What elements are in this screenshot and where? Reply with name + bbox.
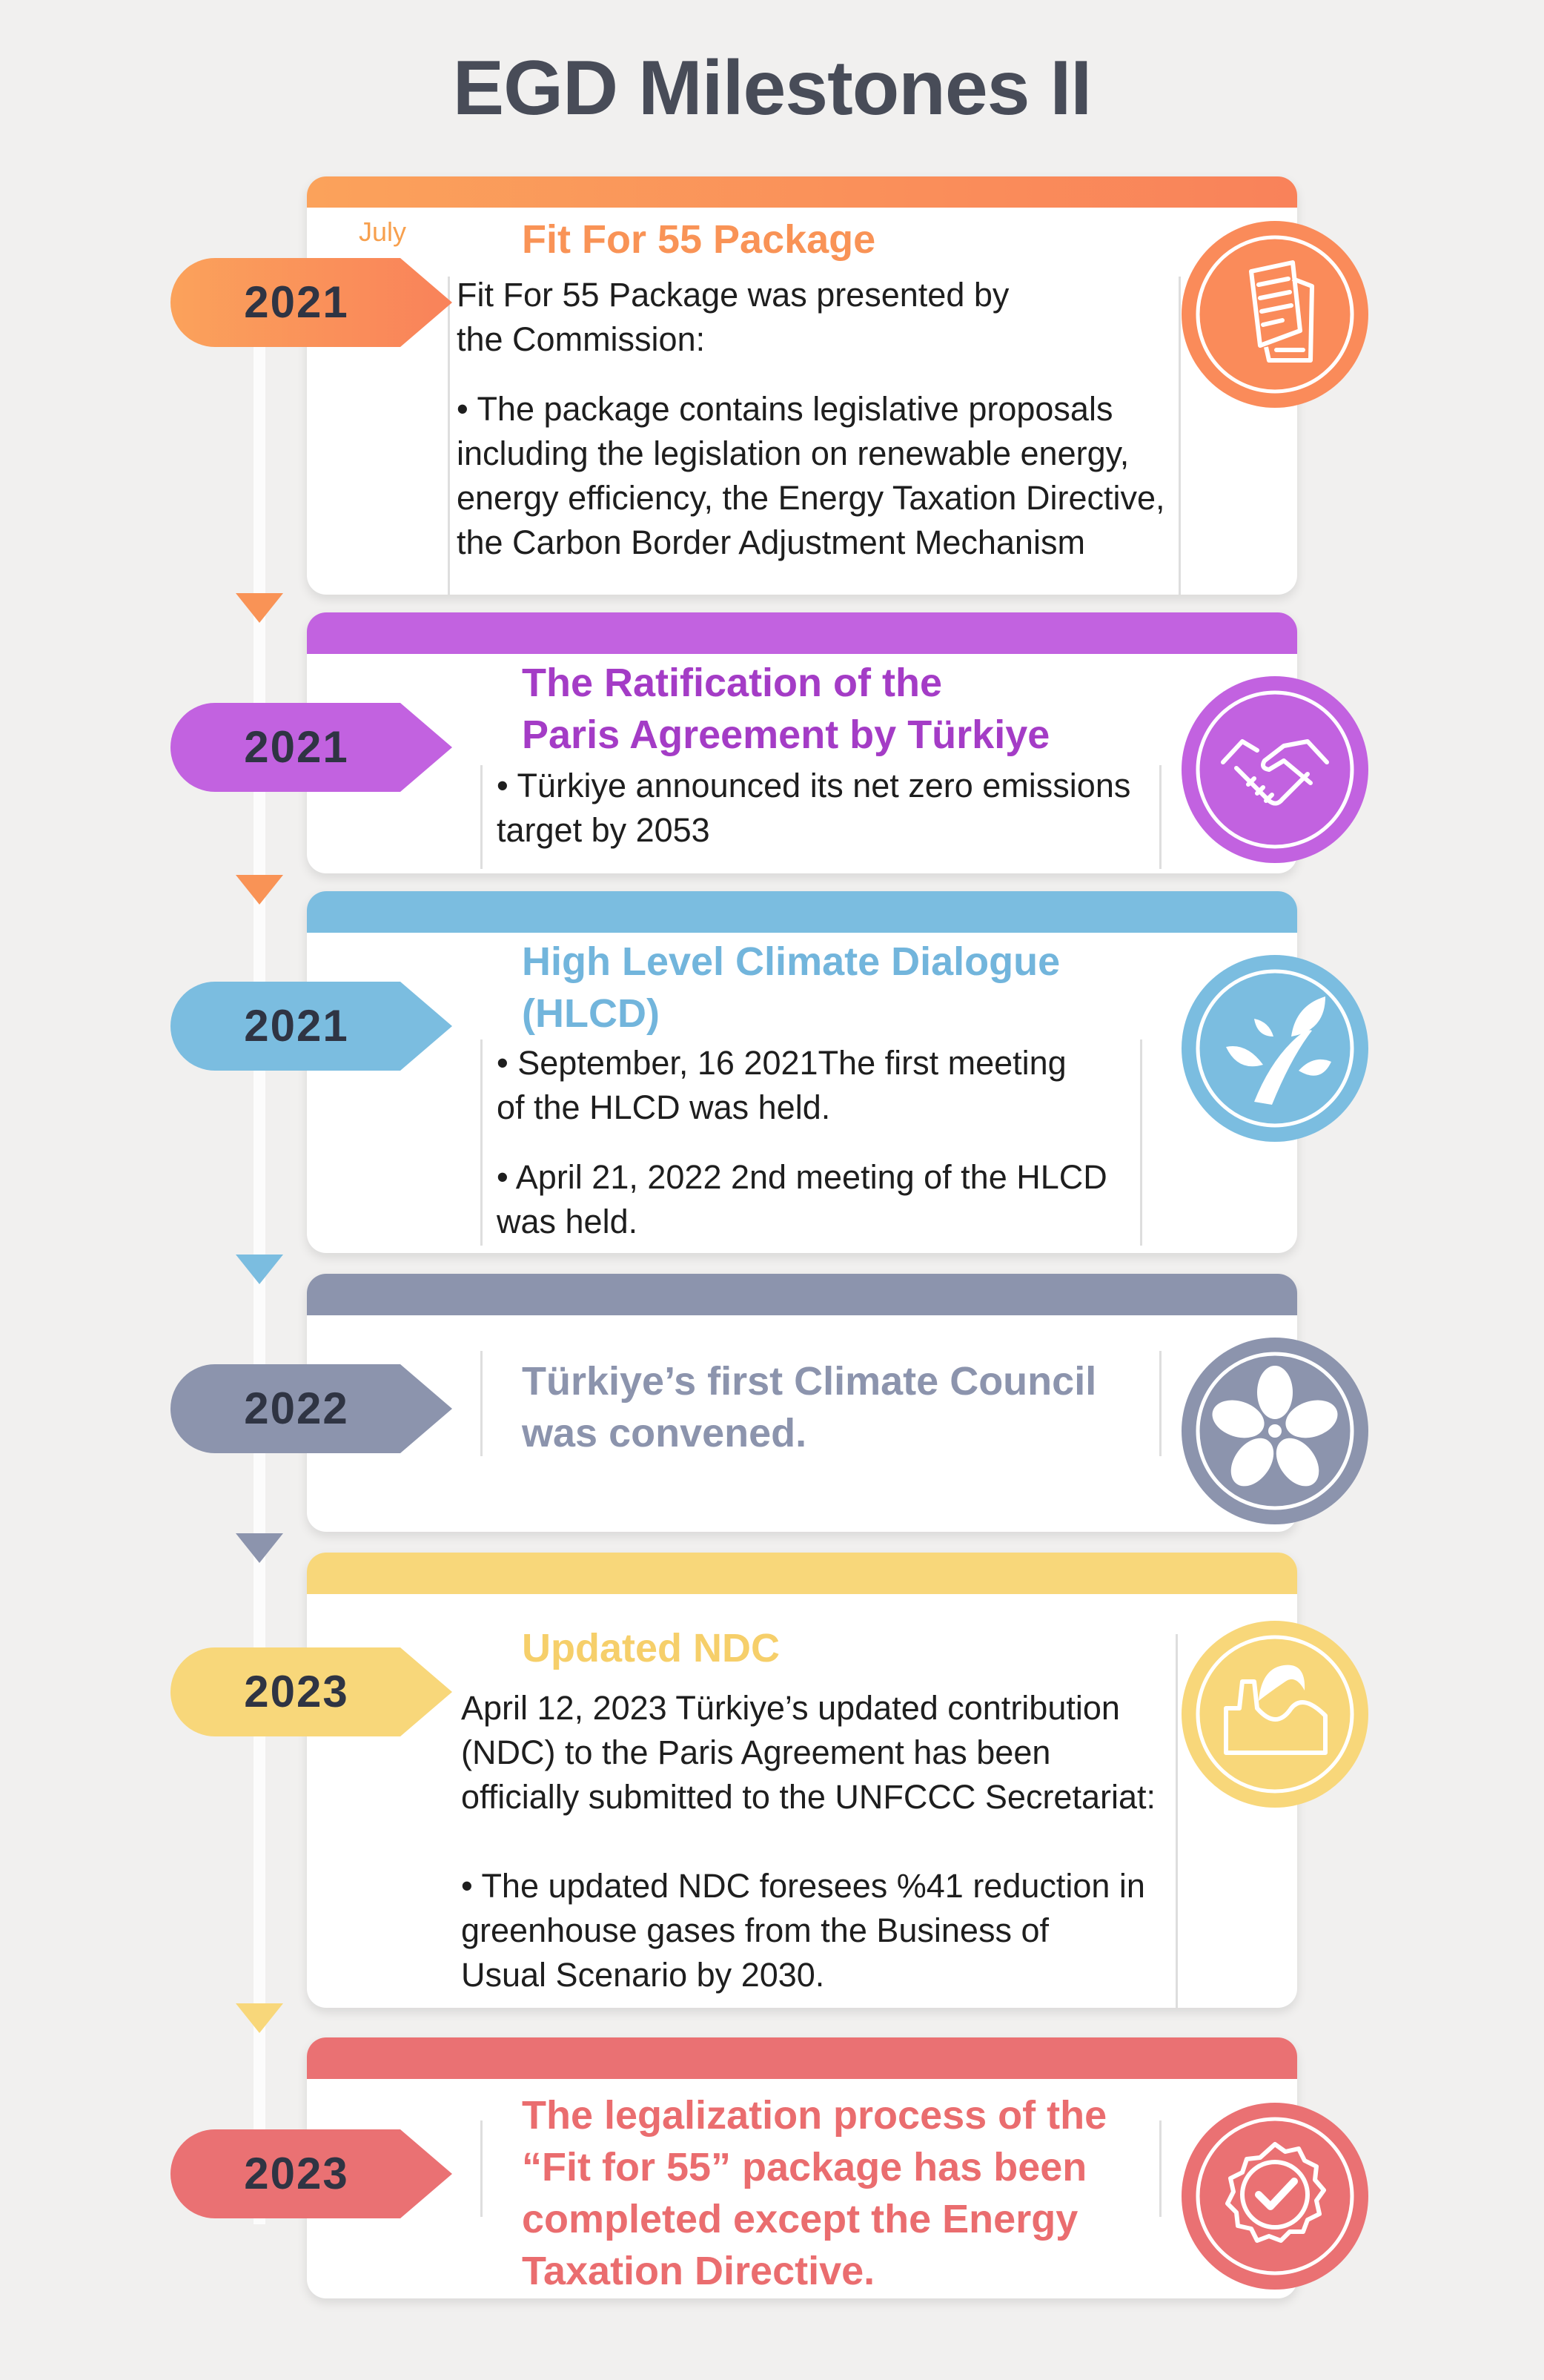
card-topbar <box>307 2037 1297 2079</box>
milestone-card <box>307 1274 1297 1532</box>
year-pill <box>170 703 452 792</box>
card-topbar <box>307 612 1297 654</box>
milestone-card <box>307 1553 1297 2008</box>
milestone-month: July <box>359 216 407 247</box>
card-divider <box>480 2120 483 2217</box>
milestone-body: • Türkiye announced its net zero emissions target by 2053 <box>497 767 1131 849</box>
checkmark-badge-icon <box>1180 2101 1370 2291</box>
card-topbar <box>307 1553 1297 1594</box>
milestone-heading: Updated NDC <box>522 1626 780 1670</box>
milestone-card <box>307 612 1297 873</box>
year-label: 2023 <box>244 1667 349 1716</box>
leaf-sprout-icon <box>1180 953 1370 1143</box>
documents-icon <box>1180 219 1370 409</box>
milestone-heading: The Ratification of the Paris Agreement by Türkiye <box>522 661 1050 757</box>
milestone-body: Fit For 55 Package was presented by the Commission: • The package contains legislative proposals including the legislation on renewable energy, energy efficiency, the Energy Taxation Directive, the Carbon Border Adjustment Mechanism <box>457 276 1165 561</box>
year-pill <box>170 258 452 347</box>
arrow-down-icon <box>236 1255 283 1286</box>
year-pill <box>170 1364 452 1453</box>
milestone-card <box>307 2037 1297 2298</box>
year-pill <box>170 1647 452 1736</box>
milestone-heading: Türkiye’s first Climate Council was convened. <box>522 1359 1097 1455</box>
milestone-card <box>307 891 1297 1253</box>
milestone-heading: The legalization process of the “Fit for 55” package has been completed except the Energy Taxation Directive. <box>522 2093 1107 2293</box>
card-divider <box>480 1039 483 1246</box>
year-pill <box>170 2129 452 2218</box>
year-label: 2021 <box>244 722 349 772</box>
arrow-down-icon <box>236 2003 283 2034</box>
card-divider <box>1159 1351 1162 1456</box>
card-divider <box>1159 2120 1162 2217</box>
milestone-body: • September, 16 2021The first meeting of the HLCD was held. • April 21, 2022 2nd meeting of the HLCD was held. <box>497 1044 1107 1240</box>
milestone-card <box>307 176 1297 595</box>
card-divider <box>480 1351 483 1456</box>
year-pill <box>170 982 452 1071</box>
year-label: 2022 <box>244 1384 349 1433</box>
card-topbar <box>307 891 1297 933</box>
milestone-heading: Fit For 55 Package <box>522 217 876 262</box>
year-label: 2023 <box>244 2149 349 2198</box>
arrow-down-icon <box>236 593 283 624</box>
handshake-icon <box>1180 675 1370 865</box>
milestone-heading: High Level Climate Dialogue (HLCD) <box>522 939 1061 1036</box>
fan-icon <box>1180 1336 1370 1526</box>
card-topbar <box>307 176 1297 208</box>
year-label: 2021 <box>244 277 349 327</box>
milestone-body: April 12, 2023 Türkiye’s updated contribution (NDC) to the Paris Agreement has been officially submitted to the UNFCCC Secretariat: • The updated NDC foresees %41 reduction in greenhouse gases from the Business of Usual Scenario by 2030. <box>461 1689 1156 1994</box>
page-title: EGD Milestones II <box>452 45 1092 131</box>
arrow-down-icon <box>236 875 283 906</box>
arrow-down-icon <box>236 1533 283 1564</box>
card-divider <box>480 765 483 869</box>
card-topbar <box>307 1274 1297 1315</box>
year-label: 2021 <box>244 1001 349 1051</box>
factory-emission-icon <box>1180 1619 1370 1809</box>
